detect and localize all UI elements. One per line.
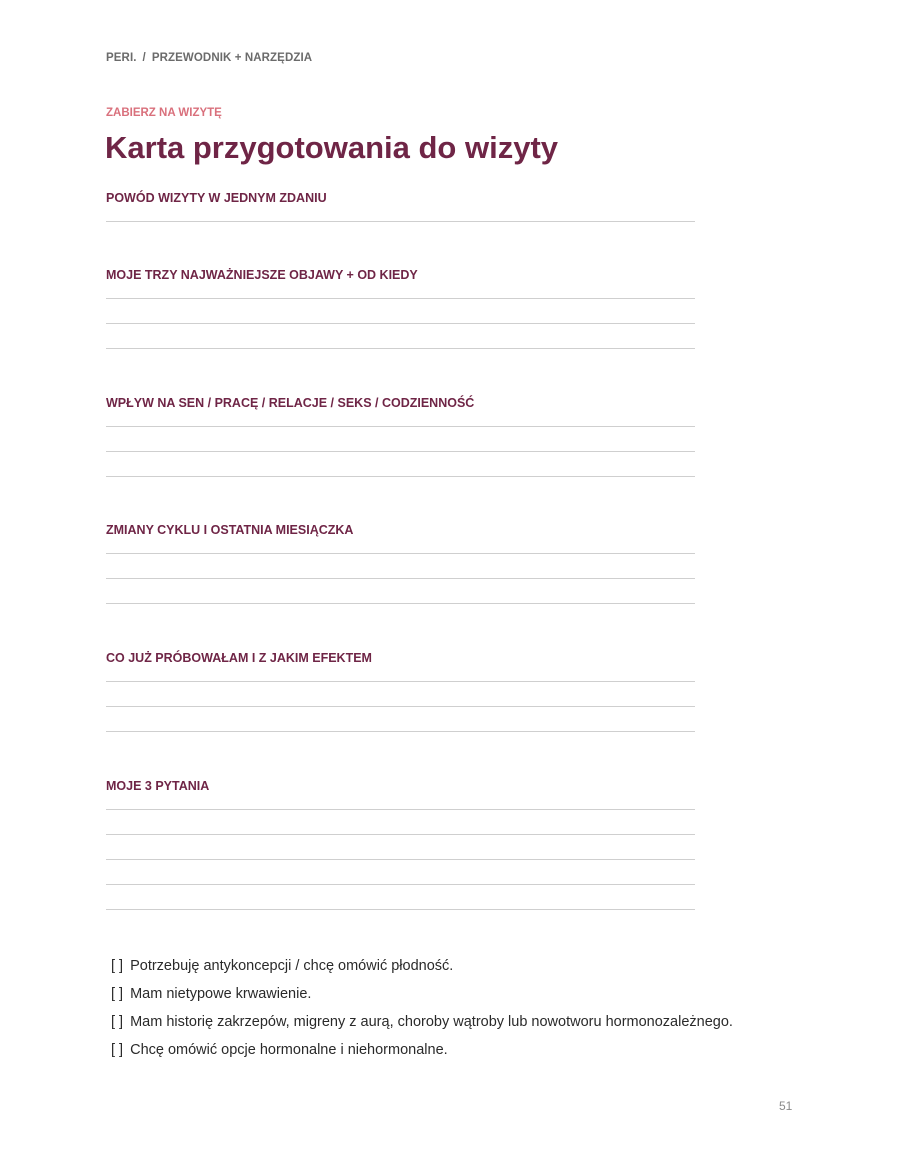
- section-label: POWÓD WIZYTY W JEDNYM ZDANIU: [106, 191, 327, 205]
- checklist-item-text: Chcę omówić opcje hormonalne i niehormonalne.: [130, 1042, 448, 1058]
- checklist-item[interactable]: [111, 1040, 733, 1068]
- checkbox[interactable]: [ ]: [111, 958, 124, 974]
- write-line[interactable]: [106, 221, 695, 222]
- write-line[interactable]: [106, 809, 695, 810]
- checklist-item-text: Mam historię zakrzepów, migreny z aurą, choroby wątroby lub nowotworu hormonozależnego.: [130, 1014, 733, 1030]
- write-line[interactable]: [106, 578, 695, 579]
- write-line[interactable]: [106, 859, 695, 860]
- write-line[interactable]: [106, 884, 695, 885]
- section-label: WPŁYW NA SEN / PRACĘ / RELACJE / SEKS / CODZIENNOŚĆ: [106, 396, 475, 410]
- checkbox[interactable]: [ ]: [111, 986, 124, 1002]
- write-line[interactable]: [106, 706, 695, 707]
- section-cycle-changes: [106, 521, 695, 628]
- checkbox[interactable]: [ ]: [111, 1042, 124, 1058]
- breadcrumb-brand: PERI.: [106, 52, 137, 64]
- checklist-item-text: Mam nietypowe krwawienie.: [130, 986, 312, 1002]
- write-line[interactable]: [106, 298, 695, 299]
- write-line[interactable]: [106, 476, 695, 477]
- breadcrumb-separator: /: [142, 52, 146, 64]
- page-number: 51: [779, 1099, 793, 1113]
- checklist-item[interactable]: [111, 984, 733, 1012]
- write-line[interactable]: [106, 834, 695, 835]
- checkbox[interactable]: [ ]: [111, 1014, 124, 1030]
- write-line[interactable]: [106, 553, 695, 554]
- section-label: MOJE 3 PYTANIA: [106, 779, 210, 793]
- checklist-item[interactable]: [111, 956, 733, 984]
- section-impact: [106, 394, 695, 501]
- write-line[interactable]: [106, 323, 695, 324]
- section-label: MOJE TRZY NAJWAŻNIEJSZE OBJAWY + OD KIEDY: [106, 268, 418, 282]
- section-visit-reason: [106, 189, 695, 246]
- write-line[interactable]: [106, 731, 695, 732]
- eyebrow-label: ZABIERZ NA WIZYTĘ: [106, 107, 222, 119]
- page-title: Karta przygotowania do wizyty: [105, 130, 559, 165]
- write-line[interactable]: [106, 681, 695, 682]
- section-tried-so-far: [106, 649, 695, 756]
- section-top-symptoms: [106, 266, 695, 373]
- checklist-item[interactable]: [111, 1012, 733, 1040]
- section-label: ZMIANY CYKLU I OSTATNIA MIESIĄCZKA: [106, 523, 354, 537]
- breadcrumb-section: PRZEWODNIK + NARZĘDZIA: [151, 52, 313, 64]
- write-line[interactable]: [106, 451, 695, 452]
- checklist-item-text: Potrzebuję antykoncepcji / chcę omówić płodność.: [130, 958, 454, 974]
- write-line[interactable]: [106, 426, 695, 427]
- write-line[interactable]: [106, 603, 695, 604]
- breadcrumb: [106, 52, 312, 64]
- write-line[interactable]: [106, 909, 695, 910]
- section-my-questions: [106, 777, 695, 934]
- write-line[interactable]: [106, 348, 695, 349]
- section-label: CO JUŻ PRÓBOWAŁAM I Z JAKIM EFEKTEM: [106, 651, 372, 665]
- checklist: [111, 956, 733, 1068]
